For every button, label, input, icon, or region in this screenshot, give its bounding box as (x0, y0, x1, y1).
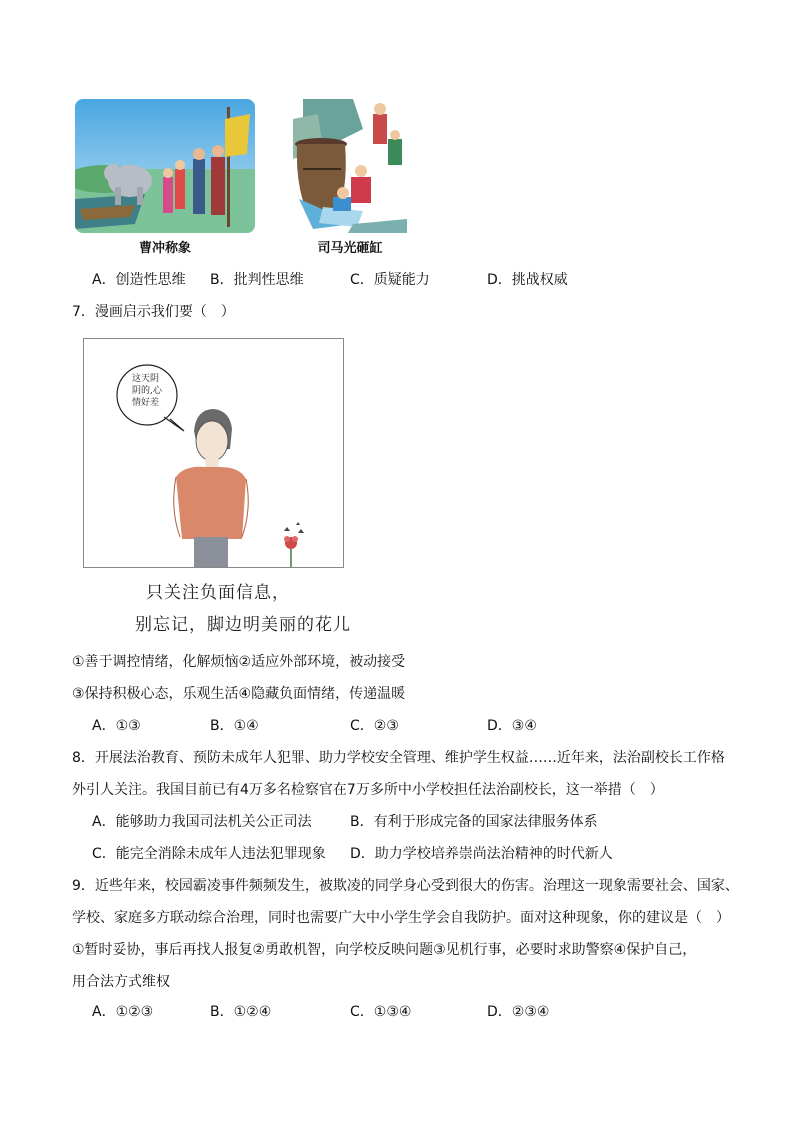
q7-statement-line-1: ①善于调控情绪，化解烦恼②适应外部环境，被动接受 (72, 654, 406, 670)
q7-option-d[interactable]: D．③④ (487, 718, 537, 734)
q7-option-b[interactable]: B．①④ (210, 718, 259, 734)
q9-stem-line-4: 用合法方式维权 (72, 974, 170, 990)
q8-stem-line-1: 8．开展法治教育、预防未成年人犯罪、助力学校安全管理、维护学生权益……近年来，法治副校长工作格 (72, 750, 725, 766)
sima-guang-caption: 司马光砸缸 (317, 241, 383, 256)
q6-option-d[interactable]: D．挑战权威 (487, 272, 568, 288)
q7-speech-bubble-text (132, 373, 172, 409)
q9-stem-line-3: ①暂时妥协，事后再找人报复②勇敢机智，向学校反映问题③见机行事，必要时求助警察④保护自己， (72, 942, 697, 958)
q7-statement-line-2: ③保持积极心态，乐观生活④隐藏负面情绪，传递温暖 (72, 686, 406, 702)
bubble-line-1: 这天阴 (132, 374, 160, 384)
q7-comic-frame (83, 338, 344, 568)
q8-option-b[interactable]: B．有利于形成完备的国家法律服务体系 (350, 814, 598, 830)
sima-guang-image (293, 99, 407, 233)
q9-option-d[interactable]: D．②③④ (487, 1004, 550, 1020)
q9-option-c[interactable]: C．①③④ (350, 1004, 412, 1020)
q9-option-b[interactable]: B．①②④ (210, 1004, 272, 1020)
q7-comic-caption-line-2: 别忘记，脚边明美丽的花儿 (135, 615, 351, 635)
cao-chong-illustration (75, 99, 255, 233)
q9-stem-line-2: 学校、家庭多方联动综合治理，同时也需要广大中小学生学会自我防护。面对这种现象，你的建议是（ ） (72, 910, 730, 926)
q8-option-d[interactable]: D．助力学校培养崇尚法治精神的时代新人 (350, 846, 613, 862)
q9-option-a[interactable]: A．①②③ (92, 1004, 154, 1020)
q7-option-c[interactable]: C．②③ (350, 718, 399, 734)
sima-guang-illustration (293, 99, 407, 233)
q7-stem: 7．漫画启示我们要（ ） (72, 304, 235, 320)
q8-option-a[interactable]: A．能够助力我国司法机关公正司法 (92, 814, 312, 830)
cao-chong-image (75, 99, 255, 233)
q7-comic-caption-line-1: 只关注负面信息， (146, 583, 290, 603)
q6-option-a[interactable]: A．创造性思维 (92, 272, 186, 288)
cao-chong-caption: 曹冲称象 (138, 241, 191, 256)
q8-stem-line-2: 外引人关注。我国目前已有4万多名检察官在7万多所中小学校担任法治副校长，这一举措（ ） (72, 782, 664, 798)
q8-option-c[interactable]: C．能完全消除未成年人违法犯罪现象 (92, 846, 326, 862)
q6-option-b[interactable]: B．批判性思维 (210, 272, 304, 288)
bubble-line-2: 阴的,心 (132, 386, 162, 396)
q7-option-a[interactable]: A．①③ (92, 718, 141, 734)
q6-option-c[interactable]: C．质疑能力 (350, 272, 430, 288)
q9-stem-line-1: 9．近些年来，校园霸凌事件频频发生，被欺凌的同学身心受到很大的伤害。治理这一现象需要社会、国家、 (72, 878, 739, 894)
bubble-line-3: 情好差 (132, 398, 160, 408)
q7-comic-illustration (84, 339, 343, 567)
